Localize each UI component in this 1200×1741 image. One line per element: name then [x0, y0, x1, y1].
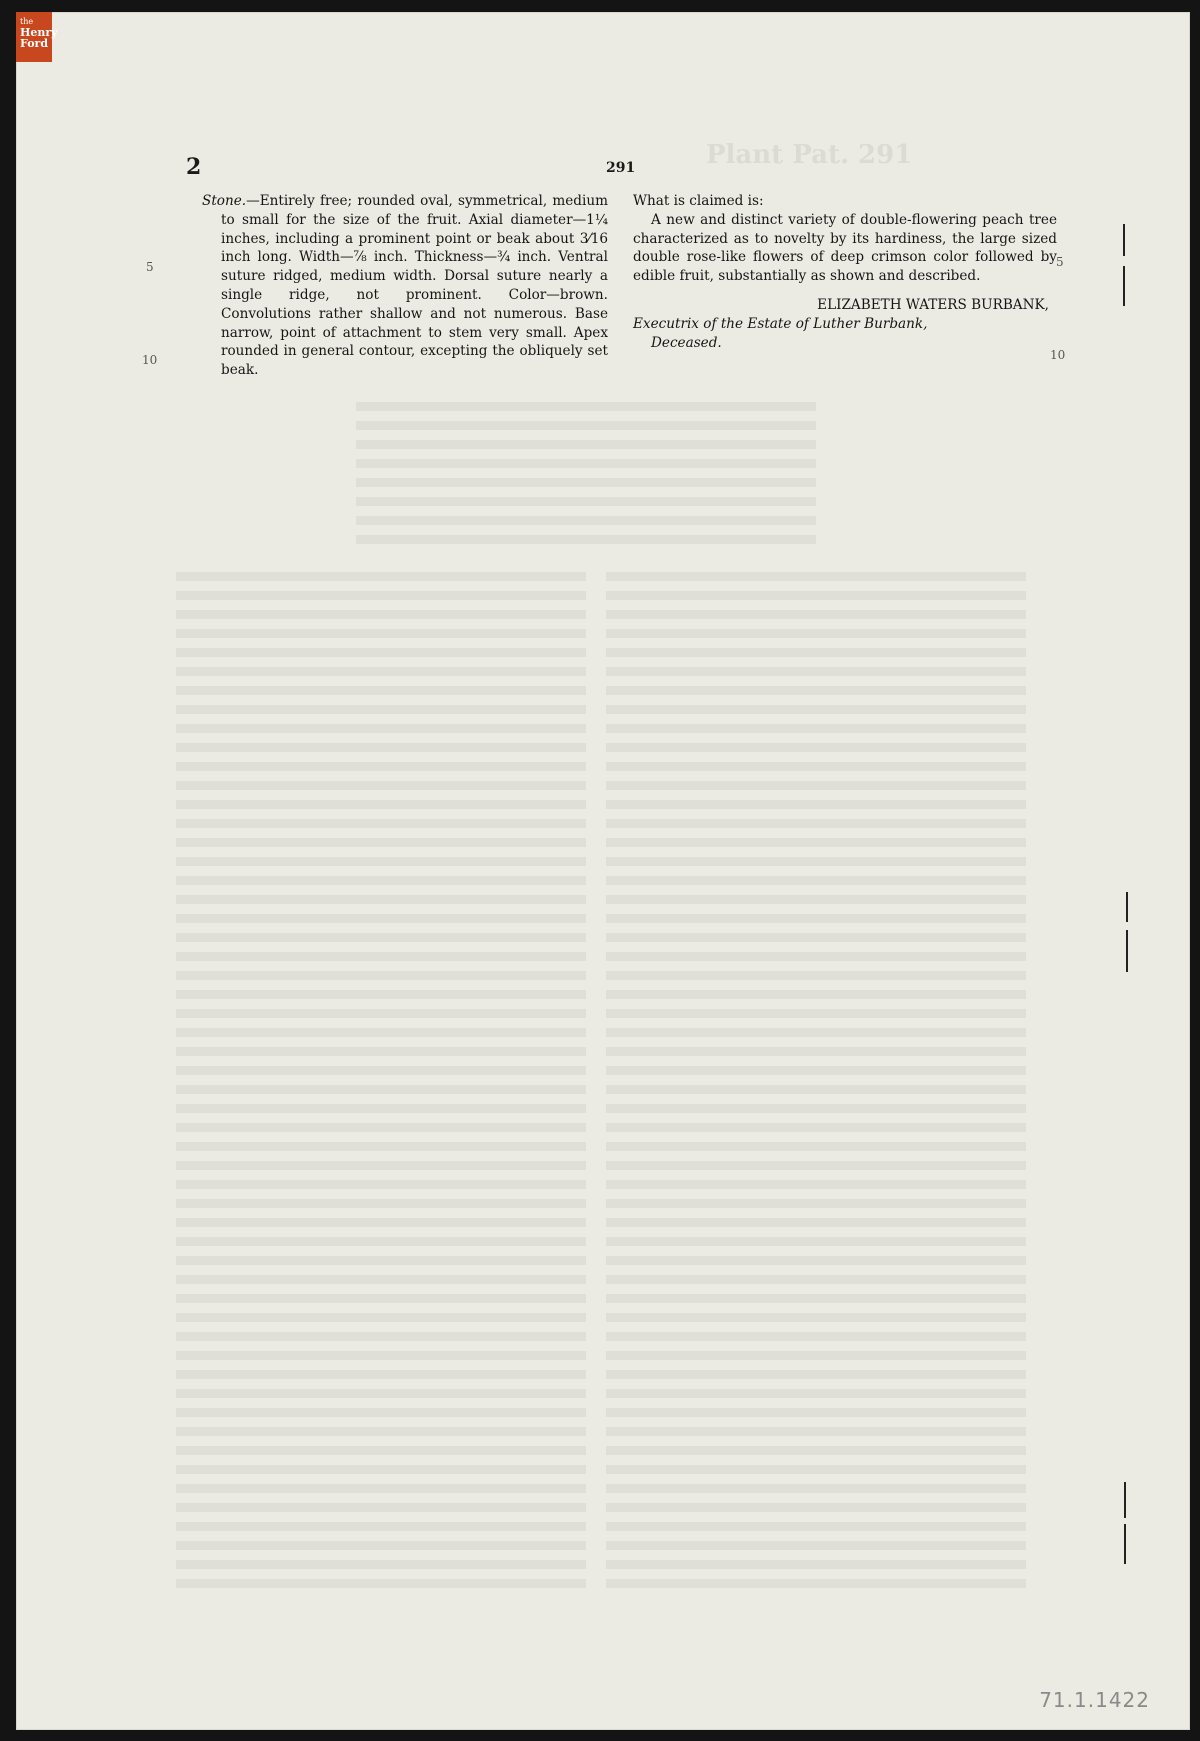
line-number-right-10: 10 — [1050, 348, 1066, 362]
signatory-name: ELIZABETH WATERS BURBANK, — [817, 296, 1049, 313]
line-number-right-5: 5 — [1056, 255, 1064, 269]
accession-number: 71.1.1422 — [1039, 1688, 1150, 1712]
document-page — [16, 12, 1190, 1730]
left-column — [202, 192, 608, 380]
right-column — [633, 192, 1057, 352]
margin-mark — [1126, 930, 1128, 972]
line-number-left-10: 10 — [142, 353, 158, 367]
signatory-title-line2: Deceased. — [651, 334, 722, 351]
patent-number: 291 — [606, 160, 636, 176]
margin-mark — [1123, 224, 1125, 256]
henry-ford-logo — [16, 12, 58, 62]
claim-text: A new and distinct variety of double-flowering peach tree characterized as to novelty by its hardiness, the large sized double rose-like flowers of deep crimson color followed by edible fruit, substantially as shown and described. — [633, 211, 1057, 285]
margin-mark — [1126, 892, 1128, 922]
show-through-block-left — [176, 572, 586, 1592]
logo-line-the: the — [20, 17, 34, 26]
logo-line-ford: Ford — [20, 37, 49, 50]
show-through-header: Plant Pat. 291 — [706, 140, 913, 170]
page-number: 2 — [186, 154, 202, 180]
line-number-left-5: 5 — [146, 260, 154, 274]
stone-paragraph — [202, 192, 608, 380]
logo-line-henry: Henry — [20, 26, 58, 39]
stone-label: Stone. — [202, 193, 247, 209]
show-through-block-right — [606, 572, 1026, 1592]
claim-intro: What is claimed is: — [633, 193, 764, 209]
margin-mark — [1123, 266, 1125, 306]
stone-description: —Entirely free; rounded oval, symmetrical, medium to small for the size of the fruit. Axial diameter—1¼ inches, including a prominent point or beak about 3⁄16 inch long. Width—⅞ inch. Thickness—¾ inch. Ventral suture ridged, medium width. Dorsal suture nearly a single ridge, not prominent. Color—brown. Convolutions rather shallow and not numerous. Base narrow, point of attachment to stem very small. Apex rounded in general contour, excepting the obliquely set beak. — [221, 193, 608, 379]
margin-mark — [1124, 1524, 1126, 1564]
margin-mark — [1124, 1482, 1126, 1518]
signatory-title-line1: Executrix of the Estate of Luther Burbank, — [633, 315, 928, 332]
show-through-block-top — [356, 402, 816, 552]
